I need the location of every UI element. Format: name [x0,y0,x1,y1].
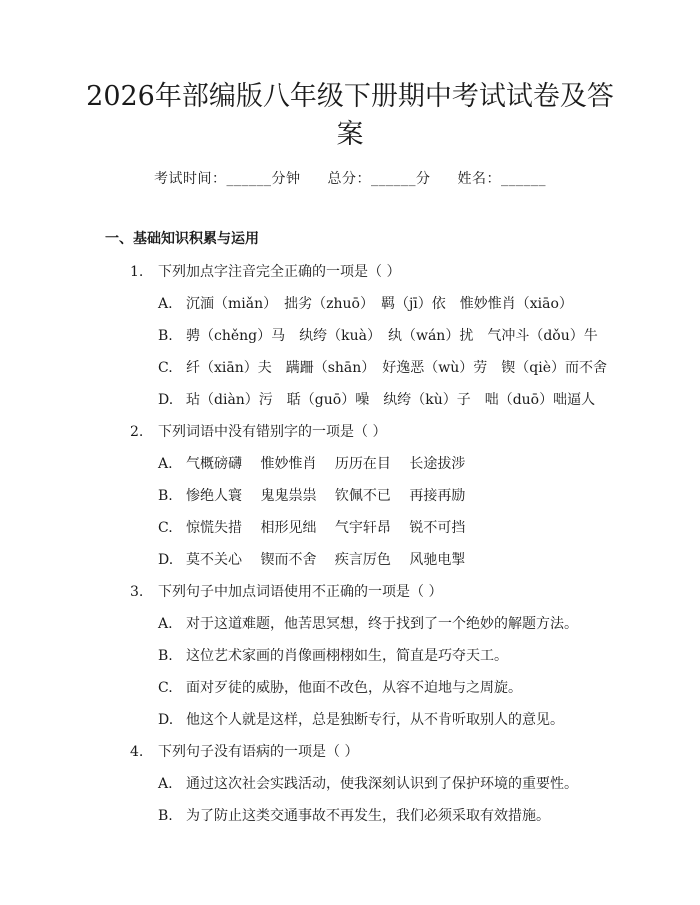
q1-option-a [158,294,573,314]
question-text: 下列句子中加点词语使用不正确的一项是（ ） [158,584,443,600]
question-text: 下列句子没有语病的一项是（ ） [158,744,359,760]
option-letter: C. [158,520,173,536]
q2-option-d [158,550,465,570]
question-1 [130,262,400,282]
total-score-field: 总分：______分 [327,171,431,187]
option-text: 为了防止这类交通事故不再发生，我们必须采取有效措施。 [186,808,550,824]
q4-option-a [158,774,578,794]
option-text: 对于这道难题，他苦思冥想，终于找到了一个绝妙的解题方法。 [186,616,578,632]
name-field: 姓名：______ [457,171,546,187]
question-text: 下列加点字注音完全正确的一项是（ ） [158,264,401,280]
q3-option-a [158,614,578,634]
option-letter: C. [158,680,173,696]
exam-info [0,168,700,188]
option-text: 惨绝人寰 鬼鬼祟祟 钦佩不已 再接再励 [186,488,466,504]
option-letter: B. [158,488,173,504]
option-letter: A. [158,616,173,632]
question-number: 2. [130,424,144,440]
q1-option-d [158,390,595,410]
option-letter: A. [158,776,173,792]
option-text: 他这个人就是这样，总是独断专行，从不肯听取别人的意见。 [186,712,564,728]
option-letter: A. [158,456,173,472]
question-text: 下列词语中没有错别字的一项是（ ） [158,424,387,440]
q2-option-a [158,454,465,474]
option-text: 通过这次社会实践活动，使我深刻认识到了保护环境的重要性。 [186,776,578,792]
page-title: 2026年部编版八年级下册期中考试试卷及答案 [86,81,614,150]
question-2 [130,422,386,442]
option-letter: A. [158,296,173,312]
question-3 [130,582,442,602]
option-text: 气概磅礴 惟妙惟肖 历历在目 长途拔涉 [186,456,466,472]
q3-option-d [158,710,564,730]
option-text: 这位艺术家画的肖像画栩栩如生，简直是巧夺天工。 [186,648,508,664]
question-number: 3. [130,584,144,600]
option-text: 面对歹徒的威胁，他面不改色，从容不迫地与之周旋。 [186,680,522,696]
option-text: 惊慌失措 相形见绌 气宇轩昂 锐不可挡 [186,520,466,536]
question-number: 1. [130,264,144,280]
option-letter: B. [158,328,173,344]
q3-option-b [158,646,508,666]
option-letter: B. [158,648,173,664]
q1-option-c [158,358,607,378]
exam-time-field: 考试时间：______分钟 [154,171,301,187]
q2-option-b [158,486,465,506]
option-text: 骋（chěng）马 纨绔（kuà） 纨（wán）扰 气冲斗（dǒu）牛 [186,328,598,344]
option-letter: B. [158,808,173,824]
option-letter: D. [158,392,174,408]
option-letter: D. [158,552,174,568]
q4-option-b [158,806,550,826]
question-number: 4. [130,744,144,760]
option-letter: C. [158,360,173,376]
question-4 [130,742,358,762]
section-heading: 一、基础知识积累与运用 [105,231,259,247]
q3-option-c [158,678,522,698]
option-text: 莫不关心 锲而不舍 疾言厉色 风驰电掣 [186,552,466,568]
q1-option-b [158,326,598,346]
option-text: 沉湎（miǎn） 拙劣（zhuō） 羁（jī）依 惟妙惟肖（xiāo） [186,296,573,312]
q2-option-c [158,518,465,538]
option-text: 玷（diàn）污 聒（guō）噪 纨绔（kù）子 咄（duō）咄逼人 [186,392,596,408]
option-letter: D. [158,712,174,728]
option-text: 纤（xiān）夫 蹒跚（shān） 好逸恶（wù）劳 锲（qiè）而不舍 [186,360,608,376]
